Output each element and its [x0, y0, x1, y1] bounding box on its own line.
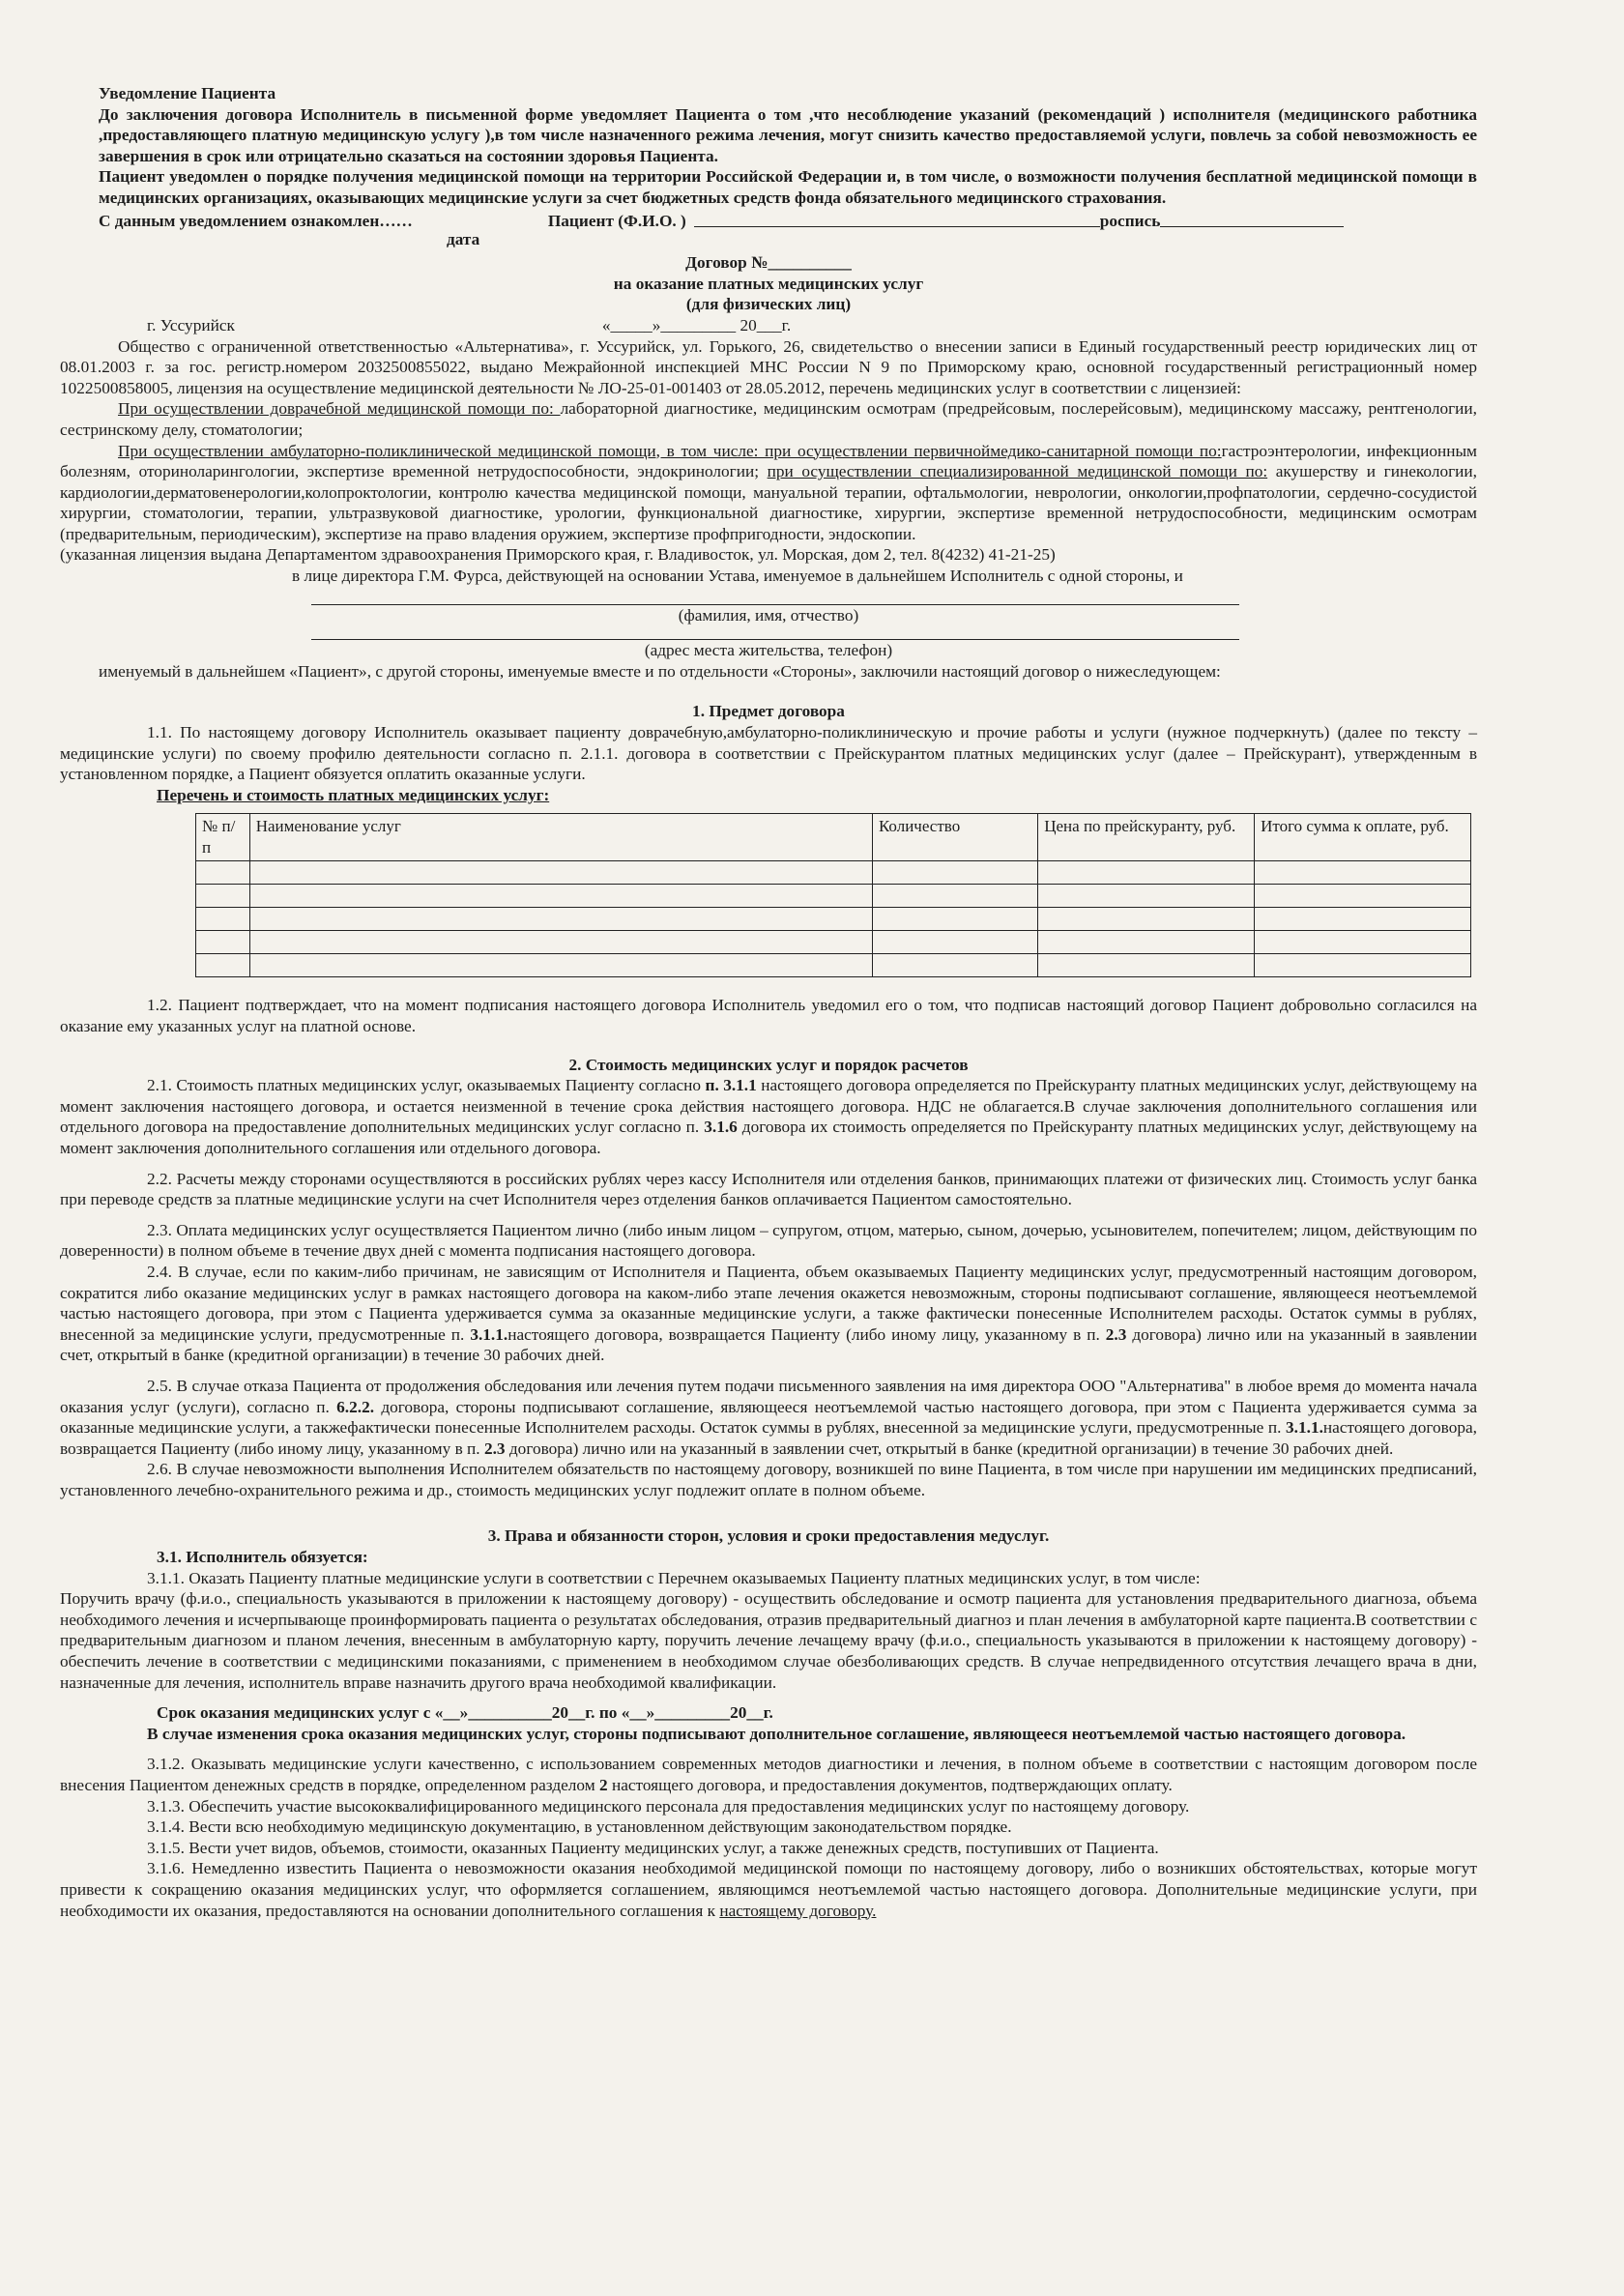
clause-3-1-5: 3.1.5. Вести учет видов, объемов, стоимости, оказанных Пациенту медицинских услуг, а также денежных средств, поступивших от Пациента. — [147, 1838, 1159, 1857]
col-number-header: № п/п — [196, 814, 250, 861]
clause-2-4: 2.4. В случае, если по каким-либо причинам, не зависящим от Исполнителя и Пациента, объем оказываемых Пациенту медицинских услуг, предусмотренный настоящим договором, сократится либо оказание медицинских услуг в рамках настоящего договора на каком-либо этапе лечения окажется невозможным, стороны подписывают соглашение, являющееся неотъемлемой частью настоящего договора, при этом с Пациента удерживается сумма за оказанные медицинские услуги, а также фактически понесенные Исполнителем расходы. Остаток суммы в рублях, внесенной за медицинские услуги, предусмотренные п. 3.1.1.настоящего договора, возвращается Пациенту (либо иному лицу, указанному в п. 2.3 договора) лично или на указанный в заявлении счет, открытый в банке (кредитной организации) в течение 30 рабочих дней. — [60, 1262, 1477, 1365]
notice-signature-line — [60, 211, 1477, 232]
premed-text: лабораторной диагностике, медицинским осмотрам (предрейсовым, послерейсовым), медицинскому массажу, рентгенологии, сестринскому делу, стоматологии; — [60, 399, 1477, 439]
date-label: дата — [447, 230, 480, 249]
col-price-header: Цена по прейскуранту, руб. — [1038, 814, 1255, 861]
clause-3-1-6: 3.1.6. Немедленно известить Пациента о невозможности оказания необходимой медицинской помощи по настоящему договору, либо о возникших обстоятельствах, которые могут привести к сокращению оказания медицинских услуг, что оформляется соглашением, являющимся неотъемлемой частью настоящего договора. Дополнительные медицинские услуги, при необходимости их оказания, предоставляются на основании дополнительного соглашения к настоящему договору. — [60, 1859, 1477, 1920]
contract-date: «_____»_________ 20___г. — [601, 315, 792, 334]
col-quantity-header: Количество — [872, 814, 1037, 861]
special-text: акушерству и гинекологии, кардиологии,дерматовенерологии,колопроктологии, контролю качества медицинской помощи, мануальной терапии, офтальмологии, неврологии, онкологии,профпатологии, сердечно-сосудистой хирургии, стоматологии, терапии, ультразвуковой диагностике, урологии, функциональной диагностике, хирургии, экспертизе временной нетрудоспособности, медицинским осмотрам (предварительным, периодическим), экспертизе на право владения оружием, экспертизе профпригодности, эндоскопии. — [60, 462, 1477, 543]
director-line: в лице директора Г.М. Фурса, действующей на основании Устава, именуемое в дальнейшем Исполнитель с одной стороны, и — [292, 567, 1183, 586]
clause-1-1: 1.1. По настоящему договору Исполнитель оказывает пациенту доврачебную,амбулаторно-поликлиническую и прочие работы и услуги (нужное подчеркнуть) (далее по тексту – медицинские услуги) по своему профилю деятельности согласно п. 2.1.1. договора в соответствии с Прейскурантом платных медицинских услуг (далее – Прейскурант), утвержденным в установленном порядке, а Пациент обязуется оплатить оказанные услуги. — [60, 723, 1477, 784]
table-row[interactable] — [196, 954, 1471, 977]
special-label: при осуществлении специализированной медицинской помощи по: — [767, 462, 1268, 481]
clause-2-6: 2.6. В случае невозможности выполнения Исполнителем обязательств по настоящему договору, возникшей по вине Пациента, в том числе при нарушении им медицинских предписаний, установленного лечебно-охранительного режима и др., стоимость медицинских услуг подлежит оплате в полном объеме. — [60, 1460, 1477, 1499]
section-2-title: 2. Стоимость медицинских услуг и порядок расчетов — [568, 1055, 969, 1074]
section-1-title: 1. Предмет договора — [692, 702, 845, 721]
premed-services — [60, 398, 1477, 440]
patient-notice — [60, 83, 1477, 209]
contract-subtitle-2: (для физических лиц) — [685, 295, 852, 314]
contract-intro: Общество с ограниченной ответственностью «Альтернатива», г. Уссурийск, ул. Горького, 26, свидетельство о внесении записи в Единый государственный реестр юридических лиц от 08.01.2003 г. за гос. регистр.номером 2032500855022, выдано Межрайонной инспекцией МНС России N 9 по Приморскому краю, основной государственный регистрационный номер 1022500858005, лицензия на осуществление медицинской деятельности № ЛО-25-01-001403 от 28.05.2012, перечень медицинских услуг в соответствии с лицензией: — [60, 336, 1477, 397]
services-list-title: Перечень и стоимость платных медицинских услуг: — [157, 785, 550, 804]
clause-3-1-3: 3.1.3. Обеспечить участие высококвалифицированного медицинского персонала для предоставления медицинских услуг по настоящему договору. — [147, 1796, 1190, 1816]
notice-paragraph-2: Пациент уведомлен о порядке получения медицинской помощи на территории Российской Федерации и, в том числе, о возможности получения бесплатной медицинской помощи в медицинских организациях, оказывающих медицинские услуги за счет бюджетных средств фонда обязательного медицинского страхования. — [99, 167, 1477, 207]
notice-paragraph-1: До заключения договора Исполнитель в письменной форме уведомляет Пациента о том ,что несоблюдение указаний (рекомендаций ) исполнителя (медицинского работника ,предоставляющего платную медицинскую услугу ),в том числе назначенного режима лечения, могут снизить качество предоставляемой услуги, повлечь за собой невозможность ее завершения в срок или отрицательно сказаться на состоянии здоровья Пациента. — [99, 104, 1477, 165]
patient-fio-blank[interactable] — [694, 211, 1100, 227]
signature-label: роспись — [1099, 211, 1161, 230]
table-row[interactable] — [196, 861, 1471, 885]
services-table — [195, 813, 1471, 977]
section-3-title: 3. Права и обязанности сторон, условия и сроки предоставления медуслуг. — [487, 1526, 1050, 1546]
parties-line: именуемый в дальнейшем «Пациент», с другой стороны, именуемые вместе и по отдельности «Стороны», заключили настоящий договор о нижеследующем: — [99, 661, 1221, 681]
table-row[interactable] — [196, 931, 1471, 954]
city: г. Уссурийск — [147, 315, 235, 334]
city-date-line — [60, 315, 1477, 336]
acquainted-label: С данным уведомлением ознакомлен…… — [99, 211, 413, 230]
clause-3-1-2: 3.1.2. Оказывать медицинские услуги качественно, с использованием современных методов диагностики и лечения, в полном объеме в соответствии с настоящим договором после внесения Пациентом денежных средств в порядке, определенном разделом 2 настоящего договора, и предоставления документов, подтверждающих оплату. — [60, 1755, 1477, 1794]
clause-2-1: 2.1. Стоимость платных медицинских услуг, оказываемых Пациенту согласно п. 3.1.1 настоящего договора определяется по Прейскуранту платных медицинских услуг, действующему на момент заключения настоящего договора, и остается неизменной в течение срока действия настоящего договора. НДС не облагается.В случае заключения дополнительного соглашения или отдельного договора на предоставление дополнительных медицинских услуг согласно п. 3.1.6 договора их стоимость определяется по Прейскуранту платных медицинских услуг, действующему на момент заключения дополнительного соглашения или отдельного договора. — [60, 1076, 1477, 1157]
address-hint: (адрес места жительства, телефон) — [644, 641, 893, 660]
table-row[interactable] — [196, 908, 1471, 931]
ambul-services — [60, 441, 1477, 545]
col-total-header: Итого сумма к оплате, руб. — [1255, 814, 1471, 861]
license-issued: (указанная лицензия выдана Департаментом здравоохранения Приморского края, г. Владивосток, ул. Морская, дом 2, тел. 8(4232) 41-21-25) — [60, 545, 1056, 565]
clause-3-1-1: 3.1.1. Оказать Пациенту платные медицинские услуги в соответствии с Перечнем оказываемых Пациенту платных медицинских услуг, в том числе: — [147, 1568, 1201, 1587]
table-row[interactable] — [196, 885, 1471, 908]
table-header-row — [196, 814, 1471, 861]
contract-subtitle-1: на оказание платных медицинских услуг — [613, 274, 924, 293]
clause-2-2: 2.2. Расчеты между сторонами осуществляются в российских рублях через кассу Исполнителя или отделения банков, принимающих платежи от физических лиц. Стоимость услуг банка при переводе средств за платные медицинские услуги на счет Исполнителя через отделения банков оплачивается Пациентом самостоятельно. — [60, 1169, 1477, 1209]
clause-1-2: 1.2. Пациент подтверждает, что на момент подписания настоящего договора Исполнитель уведомил его о том, что подписав настоящий договор Пациент добровольно согласился на оказание ему указанных услуг на платной основе. — [60, 996, 1477, 1035]
subsection-3-1: 3.1. Исполнитель обязуется: — [157, 1548, 368, 1567]
signature-blank[interactable] — [1160, 211, 1344, 227]
clause-2-3: 2.3. Оплата медицинских услуг осуществляется Пациентом лично (либо иным лицом – супругом, отцом, матерью, сыном, дочерью, усыновителем, попечителем; лицом, действующим по доверенности) в полном объеме в течение двух дней с момента подписания настоящего договора. — [60, 1220, 1477, 1261]
clause-3-1-1-details: Поручить врачу (ф.и.о., специальность указываются в приложении к настоящему договору) - осуществить обследование и осмотр пациента для установления предварительного диагноза, объема необходимого лечения и исчерпывающе проинформировать пациента о результатах обследования, отразив предварительный диагноз и план лечения в амбулаторной карте пациента.В соответствии с предварительным диагнозом и планом лечения, внесенным в амбулаторную карту, поручить лечение лечащему врачу (ф.и.о., специальность указываются в приложении к настоящему договору) - обеспечить лечение в соответствии с медицинскими показаниями, с применением в необходимом случае обезболивающих средств. В случае непредвиденного отсутствия лечащего врача в дни, назначенные для лечения, исполнитель вправе назначить другого врача необходимой квалификации. — [60, 1589, 1477, 1692]
ambul-label: При осуществлении амбулаторно-поликлинической медицинской помощи, в том числе: при осуществлении первичноймедико-санитарной помощи по: — [118, 441, 1222, 460]
clause-2-5: 2.5. В случае отказа Пациента от продолжения обследования или лечения путем подачи письменного заявления на имя директора ООО "Альтернатива" в любое время до момента начала оказания услуг (услуги), согласно п. 6.2.2. договора, стороны подписывают соглашение, являющееся неотъемлемой частью настоящего договора, при этом с Пациента удерживается сумма за оказанные медицинские услуги, а такжефактически понесенные Исполнителем расходы. Остаток суммы в рублях, внесенной за медицинские услуги, предусмотренные п. 3.1.1.настоящего договора, возвращается Пациенту (либо иному лицу, указанному в п. 2.3 договора) лично или на указанный в заявлении счет, открытый в банке (кредитной организации) в течение 30 рабочих дней. — [60, 1376, 1477, 1458]
term-line: Срок оказания медицинских услуг с «__»__________20__г. по «__»_________20__г. — [157, 1703, 773, 1723]
clause-3-1-4: 3.1.4. Вести всю необходимую медицинскую документацию, в установленном действующим законодательством порядке. — [147, 1817, 1012, 1837]
notice-title: Уведомление Пациента — [99, 84, 276, 102]
ambul-text: гастроэнтерологии, инфекционным болезням, оториноларингологии, экспертизе временной нетрудоспособности, эндокринологии; — [60, 441, 1477, 481]
fio-blank[interactable] — [311, 593, 1239, 605]
fio-hint: (фамилия, имя, отчество) — [678, 605, 859, 625]
patient-fio-label: Пациент (Ф.И.О. ) — [547, 211, 686, 230]
col-name-header: Наименование услуг — [249, 814, 872, 861]
premed-label: При осуществлении доврачебной медицинской помощи по: — [118, 399, 561, 419]
address-blank[interactable] — [311, 629, 1239, 640]
term-change: В случае изменения срока оказания медицинских услуг, стороны подписывают дополнительное соглашение, являющееся неотъемлемой частью настоящего договора. — [147, 1724, 1406, 1743]
contract-title: Договор №__________ — [685, 253, 852, 273]
